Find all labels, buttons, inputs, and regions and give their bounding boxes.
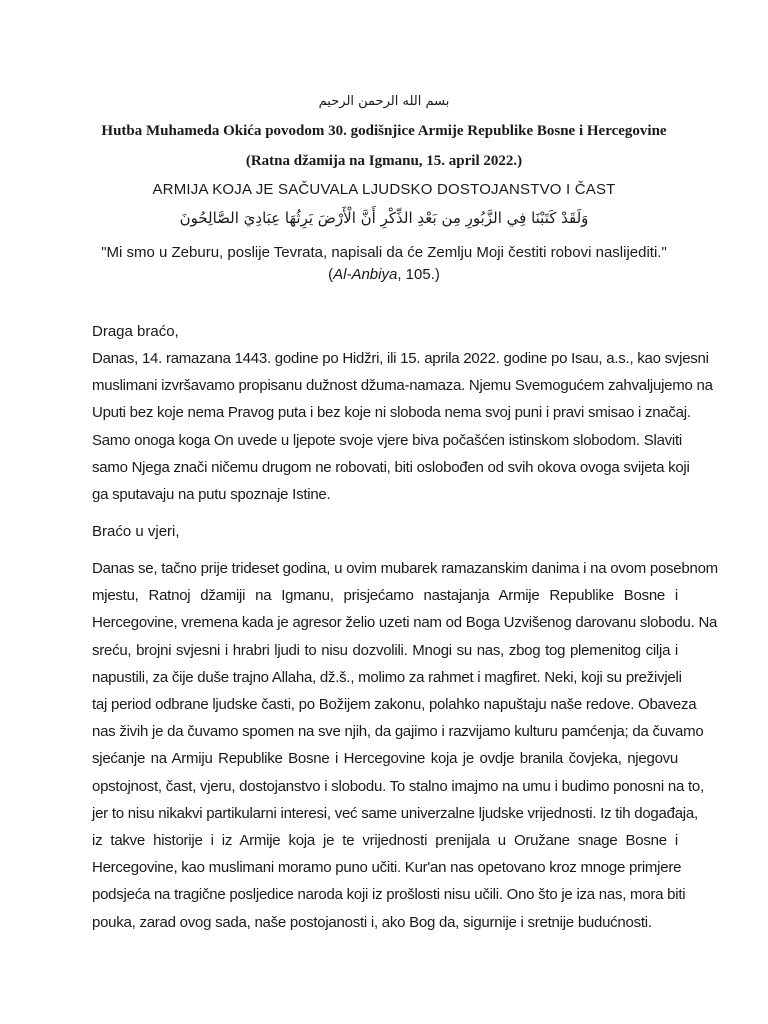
paragraph-line: mjestu, Ratnoj džamiji na Igmanu, prisjećamo nastajanja Armije Republike Bosne i <box>92 587 678 605</box>
paragraph-line: iz takve historije i iz Armije koja je te vrijednosti prenijala u Oružane snage Bosne i <box>92 832 678 850</box>
paragraph-line: opstojnost, čast, vjeru, dostojanstvo i slobodu. To stalno imajmo na umu i budimo ponosni na to, <box>92 777 704 795</box>
basmala: بسم الله الرحمن الرحيم <box>318 94 450 109</box>
paragraph-line: sjećanje na Armiju Republike Bosne i Hercegovine koja je ovdje branila čovjeka, njegovu <box>92 750 678 768</box>
paragraph-line: nas živih je da čuvamo spomen na sve njih, da gajimo i razvijamo kulturu pamćenja; da čuvamo <box>92 723 704 741</box>
paragraph-line: ga sputavaju na putu spoznaje Istine. <box>92 486 331 504</box>
paragraph-line: Samo onoga koga On uvede u ljepote svoje vjere biva počašćen istinskom slobodom. Slaviti <box>92 431 683 449</box>
paragraph-line: napustili, za čije duše trajno Allaha, dž.š., molimo za rahmet i magfiret. Neki, koji su preživjeli <box>92 668 682 686</box>
document-title: Hutba Muhameda Okića povodom 30. godišnjice Armije Republike Bosne i Hercegovine <box>101 123 667 139</box>
paragraph-2 <box>92 555 718 936</box>
paragraph-line: Danas, 14. ramazana 1443. godine po Hidžri, ili 15. aprila 2022. godine po Isau, a.s., kao svjesni <box>92 350 709 367</box>
quran-ayah: وَلَقَدْ كَتَبْنَا فِي الزَّبُورِ مِن بَعْدِ الذِّكْرِ أَنَّ الْأَرْضَ يَرِثُهَا عِبَادِيَ الصَّالِحُونَ <box>179 209 589 227</box>
paragraph-line: samo Njega znači ničemu drugom ne robovati, biti oslobođen od svih okova ovoga svijeta koji <box>92 458 690 476</box>
paragraph-line: podsjeća na tragične posljedice naroda koji iz prošlosti nisu učili. Ono što je iza nas, mora biti <box>92 886 686 904</box>
ayah-translation <box>92 242 676 286</box>
paragraph-line: muslimani izvršavamo propisanu dužnost džuma-namaza. Njemu Svemogućem zahvaljujemo na <box>92 377 713 395</box>
greeting-1: Draga braćo, <box>92 323 179 340</box>
paragraph-line: Hercegovine, vremena kada je agresor želio uzeti nam od Boga Uzvišenog darovanu slobodu. Na <box>92 614 718 632</box>
paragraph-line: jer to nisu nikakvi partikularni interesi, već same univerzalne ljudske vrijednosti. Iz tih događaja, <box>92 804 698 822</box>
paragraph-1 <box>92 345 713 508</box>
greeting-2: Braćo u vjeri, <box>92 523 180 540</box>
paragraph-line: Danas se, tačno prije trideset godina, u ovim mubarek ramazanskim danima i na ovom posebnom <box>92 560 718 577</box>
translation-text: "Mi smo u Zeburu, poslije Tevrata, napisali da će Zemlju Moji čestiti robovi naslijediti." ( <box>101 244 667 283</box>
paragraph-line: pouka, zarad ovog sada, naše postojanosti i, ako Bog da, sigurnije i sretnije budućnosti. <box>92 913 652 931</box>
paragraph-line: sreću, brojni svjesni i hrabri ljudi to nisu dozvolili. Mnogi su nas, zbog tog plemenitog cilja i <box>92 641 678 659</box>
section-heading: ARMIJA KOJA JE SAČUVALA LJUDSKO DOSTOJANSTVO I ČAST <box>152 181 616 198</box>
document-subtitle: (Ratna džamija na Igmanu, 15. april 2022.) <box>245 153 523 169</box>
translation-reference: , 105.) <box>397 266 440 283</box>
paragraph-line: Uputi bez koje nema Pravog puta i bez koje ni sloboda nema svoj puni i pravi smisao i značaj. <box>92 404 691 422</box>
paragraph-line: Hercegovine, kao muslimani moramo puno učiti. Kur'an nas opetovano kroz mnoge primjere <box>92 859 682 877</box>
translation-source: Al-Anbiya <box>333 266 398 283</box>
paragraph-line: taj period odbrane ljudske časti, po Božijem zakonu, polahko napuštaju naše redove. Obaveza <box>92 696 697 714</box>
